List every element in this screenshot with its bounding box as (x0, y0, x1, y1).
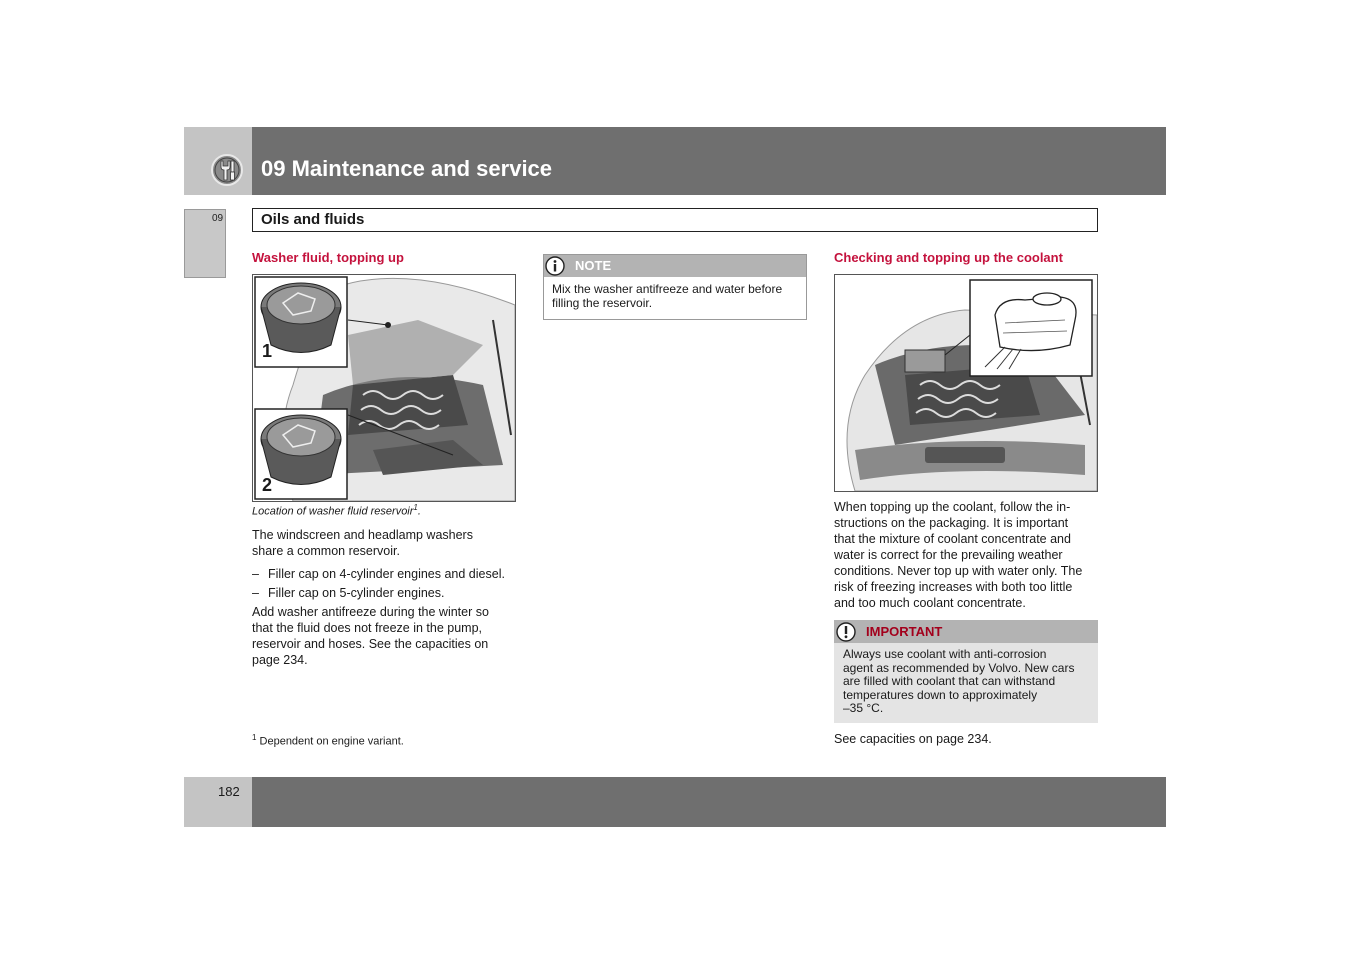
list-item: – Filler cap on 5-cylinder engines. (252, 586, 445, 600)
text-line: that the mixture of coolant concentrate and (834, 532, 1071, 546)
text-line: water is correct for the prevailing weather (834, 548, 1063, 562)
page-number: 182 (218, 784, 240, 799)
text-line: risk of freezing increases with both too little (834, 580, 1073, 594)
text-line: –35 °C. (843, 701, 884, 716)
text-line: and too much coolant concentrate. (834, 596, 1026, 610)
engine-bay-illustration (253, 275, 515, 501)
washer-paragraph-1 (252, 527, 522, 559)
text-line: agent as recommended by Volvo. New cars (843, 660, 1075, 675)
section-title: Oils and fluids (261, 211, 365, 228)
section-title-box (252, 208, 1098, 232)
figure-label-1: 1 (262, 341, 273, 361)
coolant-paragraph (834, 499, 1104, 611)
text-line: page 234. (252, 653, 308, 667)
coolant-reservoir-figure (834, 274, 1098, 492)
text-line: temperatures down to approximately (843, 687, 1038, 702)
text-line: When topping up the coolant, follow the in- (834, 500, 1071, 514)
text-line: that the fluid does not freeze in the pump, (252, 621, 483, 635)
text-line: share a common reservoir. (252, 544, 400, 558)
footnote (252, 733, 404, 748)
washer-fluid-heading: Washer fluid, topping up (252, 250, 404, 265)
filler-cap-list (252, 566, 527, 601)
footnote-mark: 1 (252, 733, 257, 742)
text-line: Add washer antifreeze during the winter so (252, 605, 489, 619)
coolant-engine-bay-illustration (835, 275, 1097, 491)
text-line: Always use coolant with anti-corrosion (843, 647, 1047, 661)
list-item-text: Filler cap on 5-cylinder engines. (268, 586, 445, 600)
important-label: IMPORTANT (866, 624, 943, 639)
chapter-tab-number: 09 (212, 213, 224, 224)
text-line: reservoir and hoses. See the capacities on (252, 637, 489, 651)
text-line: filling the reservoir. (552, 296, 653, 310)
text-line: conditions. Never top up with water only. The (834, 564, 1083, 578)
wrench-screwdriver-icon (210, 153, 244, 187)
text-line: Mix the washer antifreeze and water before (552, 282, 783, 296)
text-line: are filled with coolant that can withstand (843, 674, 1056, 689)
note-text (552, 282, 782, 310)
figure-label-2: 2 (262, 475, 273, 495)
figure-caption-footnote-mark: 1 (413, 503, 418, 512)
chapter-title: 09 Maintenance and service (261, 156, 553, 181)
washer-reservoir-figure (252, 274, 516, 502)
list-item: – Filler cap on 4-cylinder engines and diesel. (252, 567, 505, 581)
text-line: The windscreen and headlamp washers (252, 528, 473, 542)
figure-caption-text: Location of washer fluid reservoir (252, 505, 414, 518)
list-item-text: Filler cap on 4-cylinder engines and diesel. (268, 567, 505, 581)
exclamation-icon (836, 622, 856, 642)
footnote-text: Dependent on engine variant. (259, 735, 404, 748)
footer-bar (252, 777, 1166, 827)
coolant-heading: Checking and topping up the coolant (834, 250, 1063, 265)
note-label: NOTE (575, 258, 612, 273)
info-icon (545, 256, 565, 276)
text-line: structions on the packaging. It is important (834, 516, 1069, 530)
important-text (843, 648, 1074, 716)
washer-paragraph-2 (252, 604, 527, 668)
figure-caption: Location of washer fluid reservoir$^1$. (252, 503, 421, 518)
capacities-reference: See capacities on page 234. (834, 732, 992, 746)
